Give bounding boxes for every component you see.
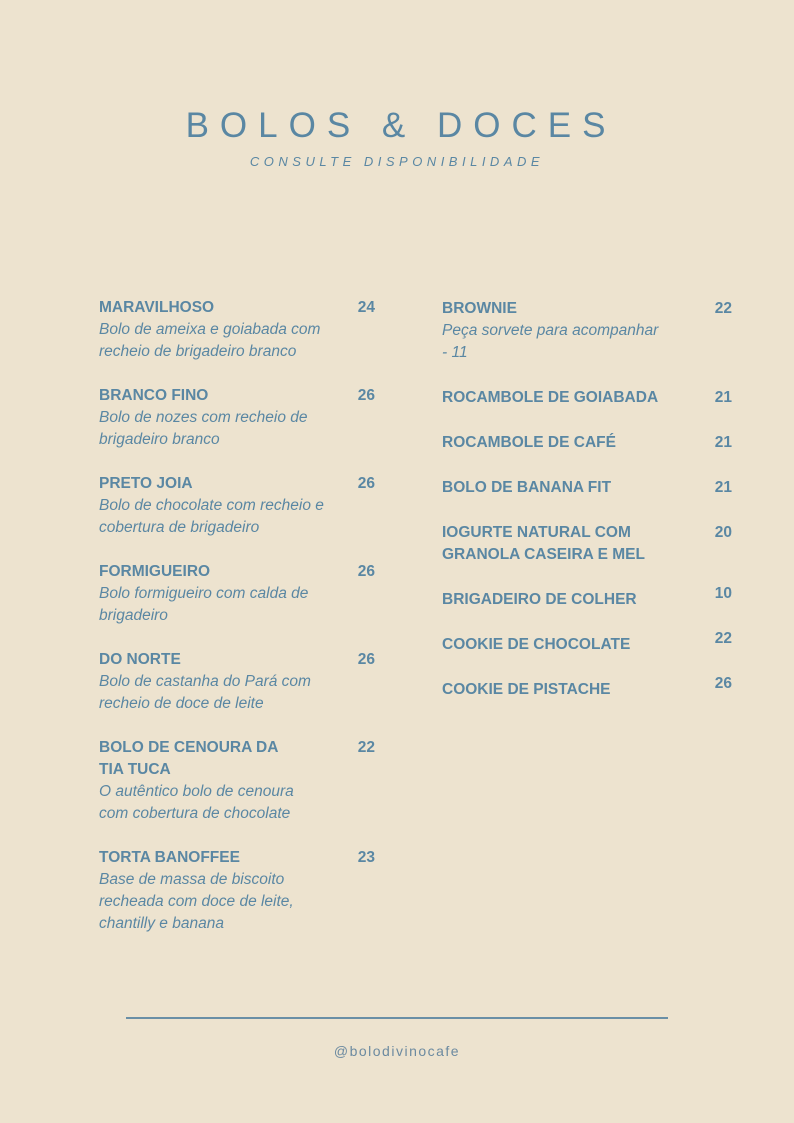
page-title: BOLOS & DOCES <box>185 106 617 145</box>
footer-divider <box>126 1017 668 1019</box>
item-name: ROCAMBOLE DE GOIABADA <box>442 389 659 406</box>
menu-item-maravilhoso <box>99 297 375 363</box>
item-price: 26 <box>357 651 375 668</box>
item-description: O autêntico bolo de cenoura com cobertura de chocolate <box>99 783 294 822</box>
item-price: 21 <box>714 479 732 496</box>
item-description: Bolo de chocolate com recheio e cobertura de brigadeiro <box>99 497 324 536</box>
item-name: IOGURTE NATURAL COM GRANOLA CASEIRA E MEL <box>442 524 645 563</box>
item-name: TORTA BANOFFEE <box>99 849 240 866</box>
social-handle: @bolodivinocafe <box>333 1043 461 1059</box>
menu-item-bolo-de-banana-fit <box>442 477 732 499</box>
item-description: Base de massa de biscoito recheada com doce de leite, chantilly e banana <box>99 871 294 932</box>
item-price: 26 <box>714 675 732 692</box>
item-name: BRANCO FINO <box>99 387 209 404</box>
item-name: BOLO DE CENOURA DA TIA TUCA <box>99 739 278 778</box>
item-description: Peça sorvete para acompanhar - 11 <box>442 322 659 361</box>
item-price: 22 <box>714 300 732 317</box>
menu-item-rocambole-de-cafe <box>442 432 732 454</box>
item-name: COOKIE DE PISTACHE <box>442 681 611 698</box>
menu-item-cookie-de-chocolate <box>442 630 732 656</box>
item-description: Bolo de castanha do Pará com recheio de doce de leite <box>99 673 311 712</box>
item-name: BRIGADEIRO DE COLHER <box>442 591 637 608</box>
item-description: Bolo de ameixa e goiabada com recheio de brigadeiro branco <box>99 321 321 360</box>
menu-item-do-norte <box>99 649 375 715</box>
item-name: DO NORTE <box>99 651 181 668</box>
item-name: COOKIE DE CHOCOLATE <box>442 636 631 653</box>
menu-item-bolo-de-cenoura <box>99 737 375 825</box>
menu-item-formigueiro <box>99 561 375 627</box>
menu-column-right <box>442 298 732 724</box>
item-description: Bolo de nozes com recheio de brigadeiro branco <box>99 409 308 448</box>
item-price: 21 <box>714 389 732 406</box>
menu-item-brownie <box>442 298 732 364</box>
item-price: 26 <box>357 387 375 404</box>
item-name: BOLO DE BANANA FIT <box>442 479 612 496</box>
menu-item-iogurte-natural <box>442 522 732 566</box>
item-name: ROCAMBOLE DE CAFÉ <box>442 434 616 451</box>
item-price: 26 <box>357 563 375 580</box>
item-name: FORMIGUEIRO <box>99 563 211 580</box>
item-price: 21 <box>714 434 732 451</box>
item-price: 24 <box>357 299 375 316</box>
item-name: PRETO JOIA <box>99 475 193 492</box>
page-subtitle: CONSULTE DISPONIBILIDADE <box>249 154 545 169</box>
item-price: 26 <box>357 475 375 492</box>
item-description: Bolo formigueiro com calda de brigadeiro <box>99 585 309 624</box>
item-name: MARAVILHOSO <box>99 299 215 316</box>
menu-item-preto-joia <box>99 473 375 539</box>
menu-item-rocambole-de-goiabada <box>442 387 732 409</box>
menu-item-torta-banoffee <box>99 847 375 935</box>
menu-column-left <box>99 297 375 957</box>
item-price: 10 <box>714 585 732 602</box>
item-price: 20 <box>714 524 732 541</box>
menu-item-brigadeiro-de-colher <box>442 585 732 611</box>
menu-item-cookie-de-pistache <box>442 675 732 701</box>
menu-item-branco-fino <box>99 385 375 451</box>
item-price: 22 <box>357 739 375 756</box>
item-name: BROWNIE <box>442 300 517 317</box>
item-price: 23 <box>357 849 375 866</box>
item-price: 22 <box>714 630 732 647</box>
